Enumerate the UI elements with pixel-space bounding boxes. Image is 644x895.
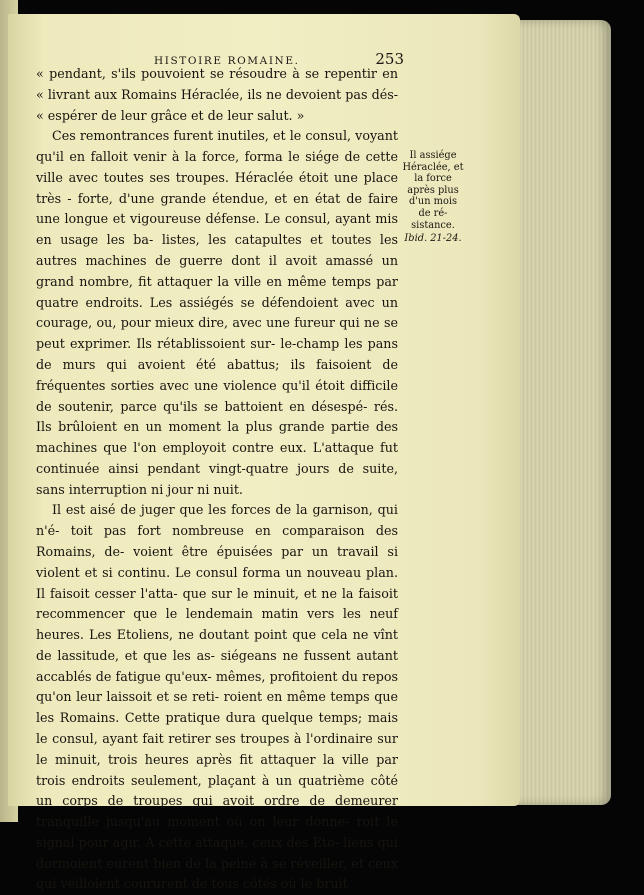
margin-note-text: Il assiége Héraclée, et la force après plus d'un mois de ré- sistance. <box>402 150 464 231</box>
running-title: HISTOIRE ROMAINE. <box>154 55 300 67</box>
paragraph-siege: Ces remontrances furent inutiles, et le consul, voyant qu'il en falloit venir à la force, forma le siége de cette ville avec toutes ses troupes. Héraclée étoit une place très - forte, d'une grande étendue, et en état de faire une longue et vigoureuse défense. Le consul, ayant mis en usage les ba- listes, les catapultes et toutes les autres machines de guerre dont il avoit amassé un grand nombre, fit attaquer la ville en même temps par quatre endroits. Les assiégés se défendoient avec un courage, ou, pour mieux dire, avec une fureur qui ne se peut exprimer. Ils rétablissoient sur- le-champ les pans de murs qui avoient été abattus; ils faisoient de fréquentes sorties avec une violence qu'il étoit difficile de soutenir, parce qu'ils se battoient en désespé- rés. Ils brûloient en un moment la plus grande partie des machines que l'on employoit contre eux. L'attaque fut continuée ainsi pendant vingt-quatre jours de suite, sans interruption ni jour ni nuit. <box>36 128 398 497</box>
book-page-edges <box>515 20 611 805</box>
paragraph-garrison: Il est aisé de juger que les forces de la garnison, qui n'é- toit pas fort nombreuse en comparaison des Romains, de- voient être épuisées par un travail si violent et si continu. Le consul forma un nouveau plan. Il faisoit cesser l'atta- que sur le minuit, et ne la faisoit recommencer que le lendemain matin vers les neuf heures. Les Etoliens, ne doutant point que cela ne vînt de lassitude, et que les as- siégeans ne fussent autant accablés de fatigue qu'eux- mêmes, profitoient du repos qu'on leur laissoit et se reti- roient en même temps que les Romains. Cette pratique dura quelque temps; mais le consul, ayant fait retirer ses troupes à l'ordinaire sur le minuit, trois heures après fit attaquer la ville par trois endroits seulement, plaçant à un quatrième côté un corps de troupes qui avoit ordre de demeurer tranquille jusqu'au moment où on leur donne- roit le signal pour agir. A cette attaque, ceux des Eto- liens qui dormoient eurent bien de la peine à se réveiller, et ceux qui veilloient coururent de tous côtés où le bruit <box>36 502 398 892</box>
paragraph-continued: « pendant, s'ils pouvoient se résoudre à se repentir en « livrant aux Romains Héraclée, ils ne devoient pas dés- « espérer de leur grâce et de leur salut. » <box>36 66 398 123</box>
page-number: 253 <box>375 50 404 68</box>
margin-note-reference: Ibid. 21-24. <box>404 233 462 245</box>
margin-note <box>402 150 464 245</box>
body-text <box>36 64 398 895</box>
